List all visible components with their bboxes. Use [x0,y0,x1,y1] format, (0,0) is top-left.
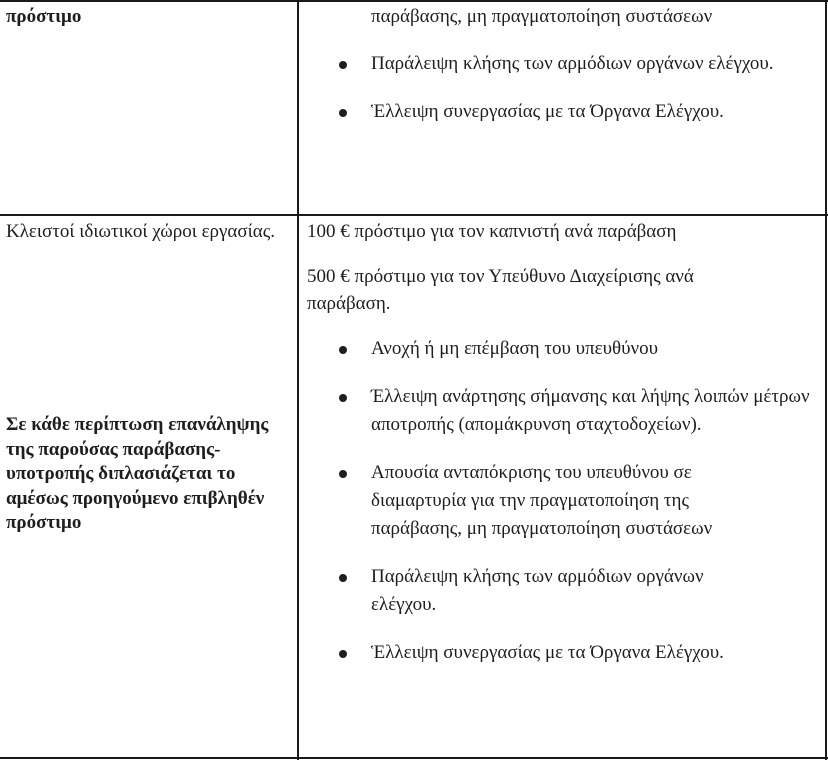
list-item-text: Ἑλλειψη συνεργασίας με τα Όργανα Ελέγχου. [371,642,724,663]
list-item [307,639,822,667]
row1-continuation-text: παράβασης, μη πραγματοποίηση συστάσεων [371,6,713,27]
bullet-icon [339,61,347,69]
row2-bullet-list [307,335,822,667]
row2-right-cell [307,218,822,687]
list-item [307,383,822,439]
table-top-border [0,0,828,2]
row1-left-bold-text: πρόστιμο [6,6,82,27]
row1-right-cell [307,3,822,146]
fine-smoker-text: 100 € πρόστιμο για τον καπνιστή ανά παράβαση [307,221,677,242]
row2-left-bold-note: Σε κάθε περίπτωση επανάληψης της παρούσας παράβασης-υποτροπής διπλασιάζεται το αμέσως προηγούμενο επιβληθέν πρόστιμο [6,414,269,533]
row1-left-cell [6,3,291,30]
row-divider [0,214,828,216]
list-item [307,563,822,619]
fine-manager-text: 500 € πρόστιμο για τον Υπεύθυνο Διαχείρισης ανά παράβαση. [307,266,694,314]
list-item-text: Ανοχή ή μη επέμβαση του υπευθύνου [371,338,659,359]
bullet-icon [339,470,347,478]
table-right-border [825,0,827,760]
bullet-icon [339,109,347,117]
row2-left-title: Κλειστοί ιδιωτικοί χώροι εργασίας. [6,221,275,242]
list-item [307,98,822,126]
row2-left-cell [6,218,276,245]
list-item [307,459,822,543]
list-item-text: Απουσία ανταπόκρισης του υπευθύνου σε διαμαρτυρία για την πραγματοποίηση της παράβασης, μη πραγματοποίηση συστάσεων [371,462,713,539]
bullet-icon [339,650,347,658]
row1-bullet-list [307,50,822,126]
list-item-text: Παράλειψη κλήσης των αρμόδιων οργάνων ελέγχου. [371,53,774,74]
bullet-icon [339,346,347,354]
list-item [307,335,822,363]
list-item-text: Έλλειψη ανάρτησης σήμανσης και λήψης λοιπών μέτρων αποτροπής (απομάκρυνση σταχτοδοχείων). [371,386,810,435]
list-item-text: Παράλειψη κλήσης των αρμόδιων οργάνων ελέγχου. [371,566,704,615]
bullet-icon [339,574,347,582]
row2-left-note-cell [6,413,291,536]
list-item [307,50,822,78]
table-bottom-border [0,757,828,759]
column-divider [297,0,299,760]
list-item-text: Ἑλλειψη συνεργασίας με τα Όργανα Ελέγχου. [371,101,724,122]
bullet-icon [339,394,347,402]
